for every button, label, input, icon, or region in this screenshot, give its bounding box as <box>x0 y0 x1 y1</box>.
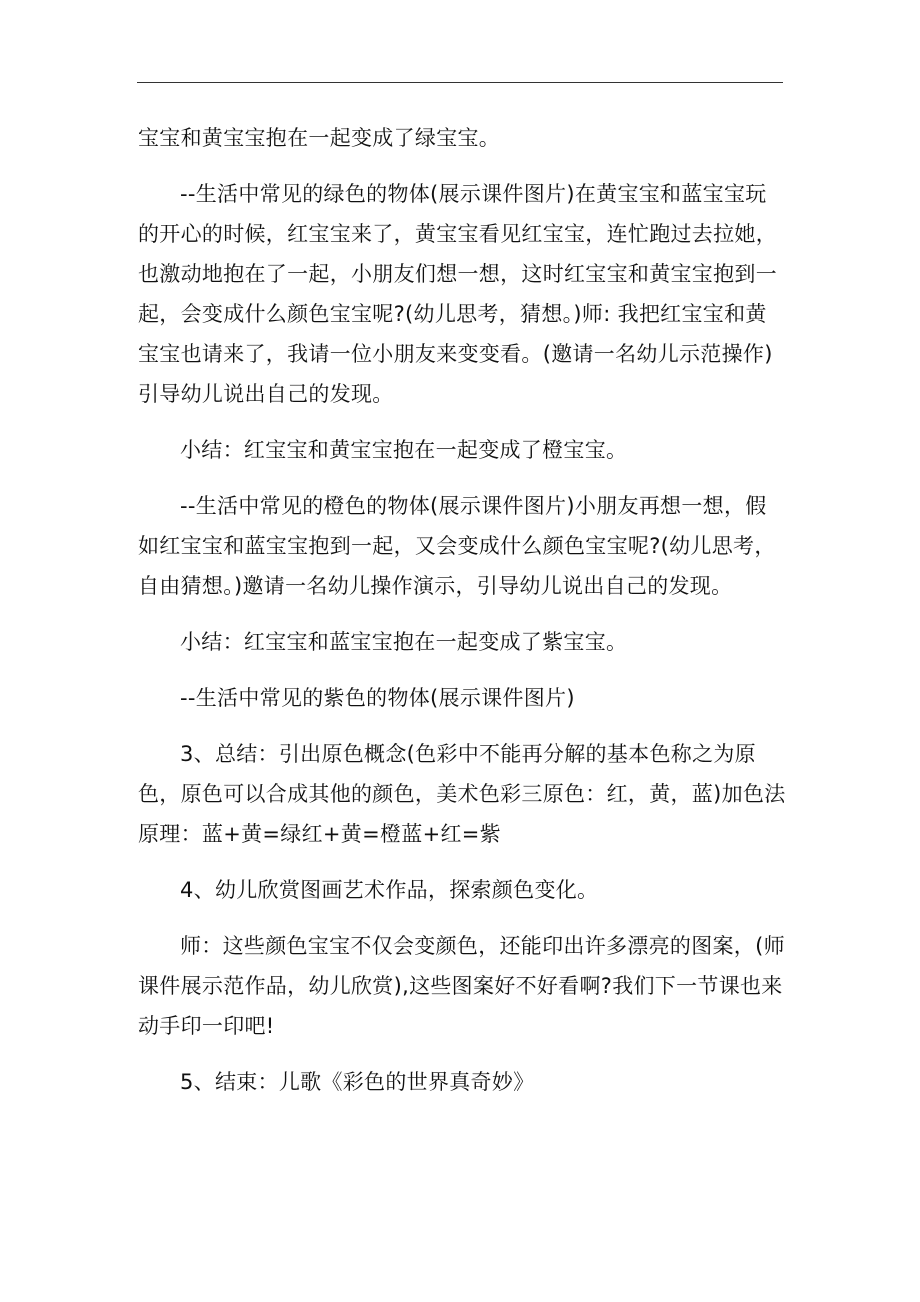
paragraph-summary-purple: 小结：红宝宝和蓝宝宝抱在一起变成了紫宝宝。 <box>180 630 628 654</box>
paragraph-step-5-ending: 5、结束：儿歌《彩色的世界真奇妙》 <box>180 1070 535 1094</box>
paragraph-orange-objects: --生活中常见的橙色的物体(展示课件图片)小朋友再想一想，假如红宝宝和蓝宝宝抱到一起，又会变成什么颜色宝宝呢?(幼儿思考，自由猜想。)邀请一名幼儿操作演示，引导幼儿说出自己的发现。 <box>138 494 776 598</box>
paragraph-summary-orange: 小结：红宝宝和黄宝宝抱在一起变成了橙宝宝。 <box>180 438 628 462</box>
paragraph-purple-objects: --生活中常见的紫色的物体(展示课件图片) <box>180 686 575 710</box>
paragraph-step-3-summary: 3、总结：引出原色概念(色彩中不能再分解的基本色称之为原色，原色可以合成其他的颜色，美术色彩三原色：红，黄，蓝)加色法原理：蓝+黄=绿红+黄=橙蓝+红=紫 <box>138 742 786 846</box>
document-body <box>138 118 786 1118</box>
paragraph-continuation: 宝宝和黄宝宝抱在一起变成了绿宝宝。 <box>138 126 501 150</box>
paragraph-green-objects: --生活中常见的绿色的物体(展示课件图片)在黄宝宝和蓝宝宝玩的开心的时候，红宝宝来了，黄宝宝看见红宝宝，连忙跑过去拉她，也激动地抱在了一起，小朋友们想一想，这时红宝宝和黄宝宝抱到一起，会变成什么颜色宝宝呢?(幼儿思考，猜想。)师: 我把红宝宝和黄宝宝也请来了，我请一位小朋友来变变看。(邀请一名幼儿示范操作)引导幼儿说出自己的发现。 <box>138 182 777 406</box>
paragraph-teacher-remarks: 师：这些颜色宝宝不仅会变颜色，还能印出许多漂亮的图案，(师课件展示范作品，幼儿欣赏),这些图案好不好看啊?我们下一节课也来动手印一印吧! <box>138 934 785 1038</box>
paragraph-step-4-appreciate: 4、幼儿欣赏图画艺术作品，探索颜色变化。 <box>180 878 599 902</box>
header-rule <box>137 82 783 83</box>
